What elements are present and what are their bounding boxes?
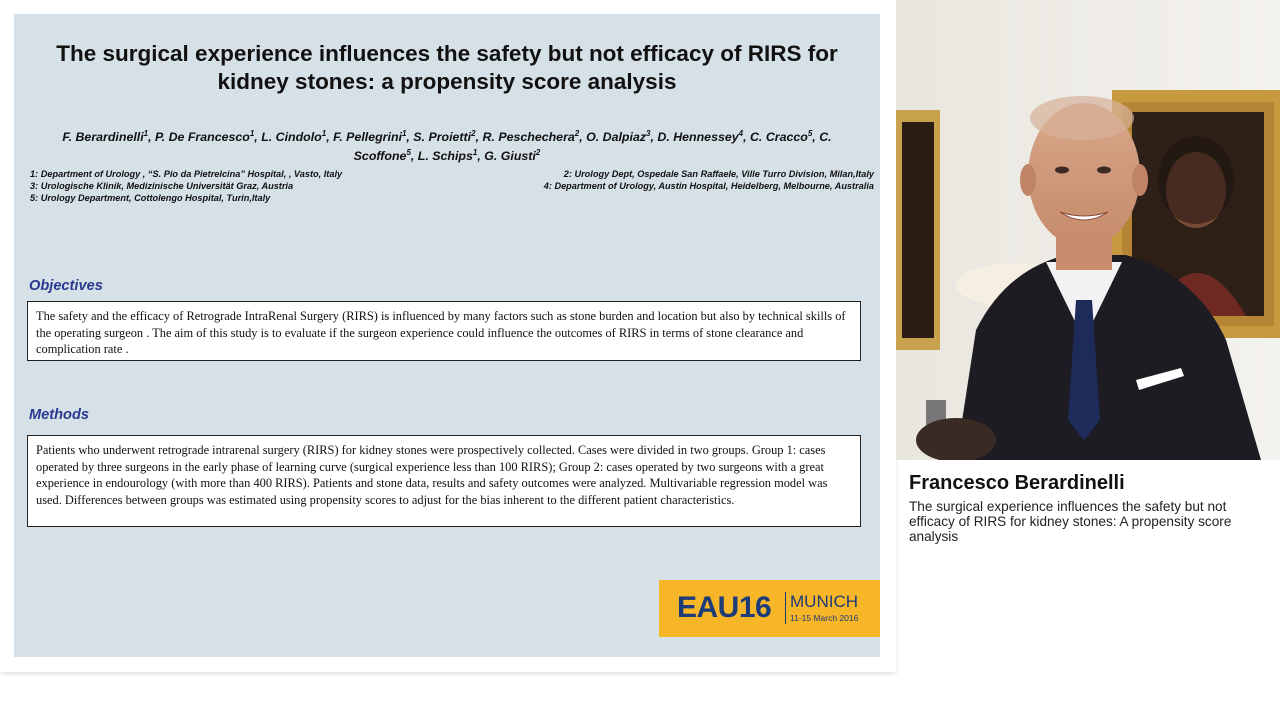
author-affiliation-number: 2 <box>574 129 580 138</box>
author-affiliation-number: 5 <box>406 148 411 158</box>
author-affiliation-number: 2 <box>471 129 476 138</box>
author-list: F. Berardinelli$^1$, P. De Francesco$^1$, L. Cindolo$^1$, F. Pellegrini$^1$, S. Proietti$^2$, R. Peschechera$^2$, O. Dalpiaz$^3$, D. Hennessey$^4$, C. Cracco$^5$, C. Scoffone$^5$, L. Schips$^1$, G. Giusti$^2$ <box>62 129 832 164</box>
author-name: G. Giusti <box>484 149 536 164</box>
author-affiliation-number: 1 <box>321 129 327 138</box>
author-name: P. De Francesco <box>155 130 250 145</box>
author-affiliation-number: 3 <box>646 129 651 138</box>
author-name: D. Hennessey <box>657 130 739 145</box>
author-name: R. Peschechera <box>482 130 575 145</box>
speaker-name: Francesco Berardinelli <box>909 472 1125 494</box>
objectives-heading: Objectives <box>29 278 103 294</box>
author-affiliation-number: 1 <box>143 129 149 138</box>
methods-text: Patients who underwent retrograde intrarenal surgery (RIRS) for kidney stones were prospectively collected. Cases were divided in two groups. Group 1: cases operated by three surgeons in the early phase of learning curve (surgical experience less than 100 RIRS); Group 2: cases operated by two surgeons with a great experience in endourology (with more than 400 RIRS). Patients and stone data, results and safety outcomes were analyzed. Multivariable regression model was used. Differences between groups was estimated using propensity scores to adjust for the bias inherent to the different patient characteristics. <box>27 435 861 527</box>
presentation-slide <box>14 14 880 657</box>
author-name: F. Pellegrini <box>333 130 402 145</box>
author-name: S. Proietti <box>413 130 472 145</box>
affiliation-line: 4: Department of Urology, Austin Hospital, Heidelberg, Melbourne, Australia <box>543 181 874 191</box>
slide-title: The surgical experience influences the safety but not efficacy of RIRS for kidney stones: a propensity score analysis <box>56 41 838 94</box>
logo-city: MUNICH <box>790 592 858 611</box>
author-affiliation-number: 1 <box>249 129 255 138</box>
affiliation-line: 1: Department of Urology , “S. Pio da Pietrelcina” Hospital, , Vasto, Italy <box>30 169 343 179</box>
objectives-text: The safety and the efficacy of Retrograde IntraRenal Surgery (RIRS) is influenced by many factors such as stone burden and location but also by technical skills of the operating surgeon . The aim of this study is to evaluate if the surgeon experience could influence the outcomes of RIRS in terms of stone clearance and complication rate . <box>27 301 861 361</box>
affiliation-line: 5: Urology Department, Cottolengo Hospital, Turin,Italy <box>30 193 271 203</box>
speaker-photo-illustration <box>896 0 1280 460</box>
logo-brand: EAU16 <box>677 591 772 624</box>
logo-dates: 11-15 March 2016 <box>790 613 859 623</box>
author-affiliation-number: 5 <box>807 129 813 138</box>
affiliation-line: 2: Urology Dept, Ospedale San Raffaele, Ville Turro Division, Milan,Italy <box>563 169 874 179</box>
affiliation-line: 3: Urologische Klinik, Medizinische Universität Graz, Austria <box>30 181 294 191</box>
logo-divider <box>785 592 786 624</box>
speaker-video <box>896 0 1280 460</box>
affiliations-right <box>544 168 874 192</box>
author-name: O. Dalpiaz <box>586 130 647 145</box>
author-name: C. Scoffone <box>353 130 832 164</box>
author-name: L. Schips <box>417 149 473 164</box>
affiliations-left <box>30 168 342 204</box>
methods-heading: Methods <box>29 407 89 423</box>
talk-title: The surgical experience influences the safety but not efficacy of RIRS for kidney stones: A propensity score analysis <box>909 499 1232 545</box>
author-name: C. Cracco <box>749 130 808 145</box>
author-name: L. Cindolo <box>261 130 322 145</box>
left-painting-frame <box>896 110 940 350</box>
author-affiliation-number: 4 <box>738 129 744 138</box>
author-affiliation-number: 1 <box>472 148 478 158</box>
eau16-logo <box>659 580 880 637</box>
author-affiliation-number: 2 <box>535 148 541 158</box>
author-name: F. Berardinelli <box>62 130 144 145</box>
author-affiliation-number: 1 <box>401 129 407 138</box>
